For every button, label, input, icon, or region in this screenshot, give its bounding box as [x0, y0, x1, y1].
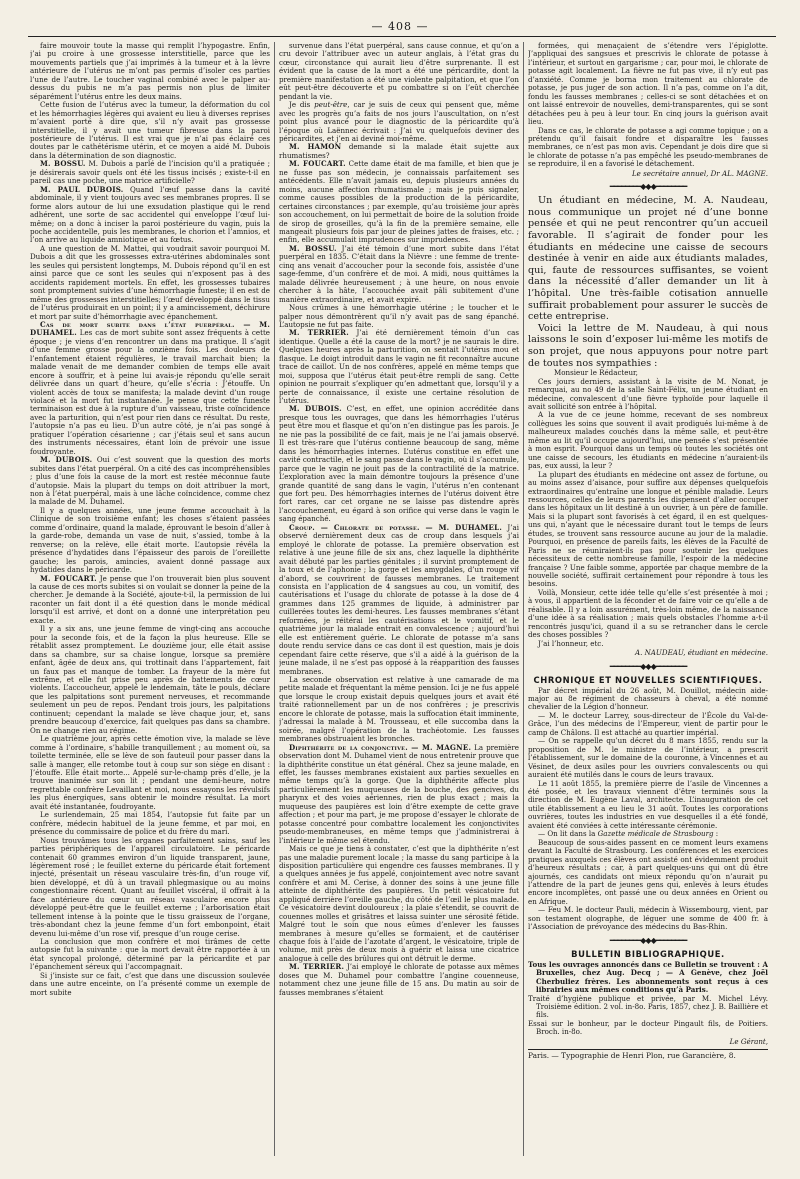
paragraph: Mais ce que je tiens à constater, c’est que la diphthérite n’est pas une maladie purement locale ; la masse du sang participe à la disposition particulière qui engendre ces fausses membranes. Il y a quelques années je fus appelé, conjointement avec notre savant confrère et ami M. Cerise, à donner des soins à une jeune fille atteinte de diphthérite des paupières. Un petit vésicatoire fut appliqué derrière l’oreille gauche, du côté de l’œil le plus malade. Ce vésicatoire devint douloureux ; la plaie s’étendit, se couvrit de couennes molles et grisâtres et laissa suinter une sérosité fétide. Malgré tout le soin que nous eûmes d’enlever les fausses membranes à mesure qu’elles se formaient, et de cautériser chaque fois à l’aide de l’azotate d’argent, le vésicatoire, triple de volume, mit près de deux mois à guérir et laissa une cicatrice analogue à celle des brûlures qui ont détruit le derme.	[279, 844, 519, 963]
ornament-divider: ━━━━━━━━◆◆◆━━━━━━━━	[609, 661, 687, 671]
paragraph: M. HAMON demande si la malade était sujette aux rhumatismes?	[279, 142, 519, 160]
gerant-signature: Le Gérant,	[729, 1036, 768, 1046]
paragraph: A une question de M. Mattei, qui voudrait savoir pourquoi M. Dubois a dit que les grossesses extra-utérines abdominales sont les seules qui persistent longtemps, M. Dubois répond qu’il en est ainsi parce que ce sont les seules qui n’exposent pas à des accidents rapidement mortels. En effet, les grossesses tubaires sont promptement suivies d’une hémorrhagie funeste; il en est de même des grossesses interstitielles; l’œuf développé dans le tissu de l’utérus produirait en un point; il y a amincissement, déchirure et mort par suite d’hémorrhagie avec épanchement.	[30, 243, 270, 321]
letter-salutation: Monsieur le Rédacteur,	[554, 368, 638, 378]
paragraph: Voici la lettre de M. Naudeau, à qui nous laissons le soin d’exposer lui-même les motifs de son projet, que nous appuyons pour notre part de toutes nos sympathies :	[528, 322, 768, 369]
paragraph: Il y a six ans, une jeune femme de vingt-cinq ans accouche pour la seconde fois, et de la façon la plus heureuse. Elle se rétablit assez promptement. Le douzième jour, elle était assise dans sa chambre, sur sa chaise longue, lorsque sa première enfant, âgée de deux ans, qui trottinait dans l’appartement, fait un faux pas et manque de tomber. La frayeur de la mère fut extrême, et elle fut prise peu après de battements de cœur violents. L’accoucheur, appelé le lendemain, tâte le pouls, déclare que les palpitations sont purement nerveuses, et recommande seulement un peu de repos. Pendant trois jours, les palpitations continuent; cependant la malade se lève chaque jour, et, sans prendre beaucoup d’exercice, fait quelques pas dans sa chambre. On ne change rien au régime.	[30, 624, 270, 735]
news-item: — Feu M. le docteur Pauli, médecin à Wissembourg, vient, par son testament olographe, de léguer une somme de 400 fr. à l’Association de prévoyance des médecins du Bas-Rhin.	[528, 905, 768, 932]
speaker-label: M. FOUCART.	[40, 573, 97, 583]
paragraph: Dans ce cas, le chlorate de potasse a agi comme topique ; on a prétendu qu’il faisait fondre et disparaître les fausses membranes, ce n’est pas mon avis. Cependant je dois dire que si le chlorate de potasse n’a pas empêché les pseudo-membranes de se reproduire, il en a favorisé le détachement.	[528, 125, 768, 169]
paragraph: M. FOUCART. Cette dame était de ma famille, et bien que je ne fusse pas son médecin, je connaissais parfaitement ses antécédents. Elle n’avait jamais eu, depuis plusieurs années du moins, aucune affection rhumatismale ; mais je puis signaler, comme causes possibles de la production de la péricardite, certaines circonstances ; par exemple, qu’au troisième jour après son accouchement, on lui permettait de boire de la solution froide de sirop de groseilles, qu’à la fin de la première semaine, elle mangeait plusieurs fois par jour de pleines jattes de fraises, etc. ; enfin, elle accumulait imprudences sur imprudences.	[279, 159, 519, 245]
paragraph: Voilà, Monsieur, cette idée telle qu’elle s’est présentée à moi ; à vous, il appartient de la féconder et de faire voir ce qu’elle a de réalisable. Il y a loin assurément, très-loin même, de la naissance d’une idée à sa réalisation ; mais quels obstacles l’homme a-t-il rencontrés jusqu’ici, quand il a su se retrancher dans le cercle des choses possibles ?	[528, 587, 768, 640]
speaker-label: M. DUBOIS.	[289, 404, 342, 414]
paragraph: M. BOSSU. J’ai été témoin d’une mort subite dans l’état puerpéral en 1835. C’était dans la Nièvre : une femme de trente-cinq ans venait d’accoucher pour la seconde fois, assistée d’une sage-femme, d’un confrère et de moi. A midi, nous quittâmes la malade délivrée heureusement ; à une heure, on nous envoie chercher à la hâte, l’accouchée avait pâli subitement d’une manière extraordinaire, et avait expiré.	[279, 243, 519, 304]
bibliography-entry: Traité d’hygiène publique et privée, par M. Michel Lévy. Troisième édition. 2 vol. in-8o. Paris, 1857, chez J. B. Baillière et fils.	[528, 993, 768, 1020]
bibliography-entry: Essai sur le bonheur, par le docteur Pingault fils, de Poitiers. Broch. in-8o.	[528, 1018, 768, 1037]
speaker-label: M. DUBOIS.	[40, 455, 93, 465]
paragraph: Un étudiant en médecine, M. A. Naudeau, nous communique un projet né d’une bonne pensée et qui ne peut rencontrer qu’un accueil favorable. Il s’agirait de fonder pour les étudiants en médecine une caisse de secours destinée à venir en aide aux étudiants malades, qui, faute de ressources suffisantes, se voient dans la nécessité d’aller demander un lit à l’hôpital. Une très-faible cotisation annuelle suffirait probablement pour assurer le succès de cette entreprise.	[528, 195, 768, 323]
section-label: Diphthérite de la conjonctive. — M. MAGNE.	[289, 742, 472, 752]
paragraph: La seconde observation est relative à une camarade de ma petite malade et fréquentant la même pension. Ici je ne fus appelé que lorsque le croup existait depuis quelques jours et avait été traité rationnellement par un de nos confrères ; je prescrivis encore le chlorate de potasse, mais la suffocation était imminente, j’adressai la malade à M. Trousseau, et elle succomba dans la soirée, malgré l’opération de la trachéotomie. Les fausses membranes obstruaient les bronches.	[279, 674, 519, 744]
speaker-label: M. FOUCART.	[289, 159, 346, 169]
paragraph: Cette fusion de l’utérus avec la tumeur, la déformation du col et les hémorrhagies légères qui avaient eu lieu à diverses reprises m’avaient porté à dire que, s’il n’y avait pas grossesse interstitielle, il y avait une tumeur fibreuse dans la paroi postérieure de l’utérus. Il est vrai que je n’ai pas éclairé ces doutes par le cathétérisme utérin, et ce moyen a aidé M. Dubois dans la détermination de son diagnostic.	[30, 100, 270, 160]
speaker-label: M. PAUL DUBOIS.	[40, 184, 124, 194]
bibliography-heading: BULLETIN BIBLIOGRAPHIQUE.	[571, 948, 725, 959]
letter-signature: A. NAUDEAU, étudiant en médecine.	[634, 648, 768, 658]
bibliography-intro: Tous les ouvrages annoncés dans ce Bulletin se trouvent : A Bruxelles, chez Aug. Decq ; — A Genève, chez Joël Cherbuliez frères. Les abonnements sont reçus à ces librairies aux mêmes conditions qu’à Paris.	[528, 959, 768, 995]
paragraph: La conclusion que mon confrère et moi tirâmes de cette autopsie fut la suivante : que la mort devait être rapportée à un état syncopal prolongé, déterminé par la péricardite et par l’épanchement séreux qui l’accompagnait.	[30, 937, 270, 972]
news-item: — M. le docteur Larrey, sous-directeur de l’École du Val-de-Grâce, l’un des médecins de l’Empereur, vient de partir pour le camp de Châlons. Il est attaché au quartier impérial.	[528, 710, 768, 737]
chronicle-heading: CHRONIQUE ET NOUVELLES SCIENTIFIQUES.	[533, 674, 763, 685]
paragraph: M. DUBOIS. C’est, en effet, une opinion accréditée dans presque tous les ouvrages, que dans les hémorrhagies l’utérus peut être mou et flasque et qu’on n’en distingue pas les parois. Je ne nie pas la possibilité de ce fait, mais je ne l’ai jamais observé. Il est très-rare que l’utérus contienne beaucoup de sang, même dans les hémorrhagies internes. L’utérus constitue en effet une cavité contractile, et le sang passe dans le vagin, où il s’accumule, parce que le vagin ne jouit pas de la contractilité de la matrice. L’exploration avec la main démontre toujours la présence d’une grande quantité de sang dans le vagin, l’utérus n’en contenant que fort peu. Des hémorrhagies internes de l’utérus doivent être fort rares, car cet organe ne se laisse pas distendre après l’accouchement, eu égard à son orifice qui verse dans le vagin le sang épanché.	[279, 404, 519, 524]
printer-footer: Paris. — Typographie de Henri Plon, rue Garancière, 8.	[528, 1051, 736, 1061]
paragraph: faire mouvoir toute la masse qui remplit l’hypogastre. Enfin, j’ai pu croire à une grossesse interstitielle, parce que les mouvements partiels que j’ai imprimés à la tumeur et à la lèvre antérieure de l’utérus ne m’ont pas permis d’isoler ces parties l’une de l’autre. Le toucher vaginal combiné avec le palper au-dessus du pubis ne m’a pas permis non plus de limiter séparément l’utérus entre les deux mains.	[30, 42, 270, 101]
paragraph: survenue dans l’état puerpéral, sans cause connue, et qu’on a cru devoir l’attribuer avec un auteur anglais, à l’état gras du cœur, circonstance qui aurait lieu d’être surprenante. Il est évident que la cause de la mort a été une péricardite, dont la première manifestation a été une violente palpitation, et que l’on eût peut-être découverte et pu combattre si on l’eût cherchée pendant la vie.	[279, 42, 519, 101]
speaker-label: M. TERRIER.	[289, 962, 345, 972]
page-number: — 408 —	[371, 20, 429, 33]
paragraph: Il y a quelques années, une jeune femme accouchait à la Clinique de son troisième enfant; les choses s’étaient passées comme d’ordinaire, quand la malade, éprouvant le besoin d’aller à la garde-robe, demanda un vase de nuit, s’assied, tombe à la renverse; on la relève, elle était morte. L’autopsie révéla la présence d’hydatides dans l’épaisseur des parois de l’oreillette gauche; les parois, amincies, avaient donné passage aux hydatides dans le péricarde.	[30, 505, 270, 575]
news-item: — On lit dans la Gazette médicale de Strasbourg :	[538, 829, 719, 839]
column-right	[528, 42, 768, 1158]
paragraph: Le surlendemain, 25 mai 1854, l’autopsie fut faite par un confrère, médecin habituel de la jeune femme, et par moi, en présence du commissaire de police et du frère du mari.	[30, 810, 270, 837]
ornament-divider: ━━━━━━━━◆◆◆━━━━━━━━	[609, 935, 687, 945]
paragraph: M. BOSSU. M. Dubois a parlé de l’incision qu’il a pratiquée ; je désirerais savoir quels ont été les tissus incisés ; existe-t-il en pareil cas une poche, une matrice artificielle?	[30, 159, 270, 186]
paragraph: Cas de mort subite dans l’état puerpéral. — M. DUHAMEL. Les cas de mort subite sont assez fréquents à cette époque ; je viens d’en rencontrer un dans ma pratique. Il s’agit d’une femme grosse pour la onzième fois. Les douleurs de l’enfantement étaient régulières, le travail marchait bien; la malade venait de me demander combien de temps elle avait encore à souffrir, et à peine lui avais-je répondu qu’elle serait délivrée dans un quart d’heure, qu’elle s’écria : J’étouffe. Un violent accès de toux se manifesta; la malade devint d’un rouge violacé et la mort fut instantanée. Je pense que cette funeste terminaison est due à la rupture d’un vaisseau, triste coïncidence avec la parturition, qui n’est pour rien dans ce résultat. Du reste, l’autopsie n’a pas eu lieu. D’un autre côté, je n’ai pas songé à pratiquer l’opération césarienne ; car j’étais seul et sans aucun des instruments nécessaires, étant loin de prévoir une issue foudroyante.	[30, 319, 270, 456]
speaker-label: M. BOSSU.	[289, 243, 337, 253]
bibliography-list	[528, 961, 768, 1037]
paragraph: M. PAUL DUBOIS. Quand l’œuf passe dans la cavité abdominale, il y vient toujours avec ses membranes propres. Il se forme alors autour de lui une exsudation plastique qui le rend adhérent, une sorte de sac accidentel qui enveloppe l’œuf lui-même; on a donc à inciser la paroi postérieure du vagin, puis la poche accidentelle, puis les membranes, le chorion et l’amnios, et l’on arrive au liquide amniotique et au fœtus.	[30, 184, 270, 245]
paragraph: M. DUBOIS. Oui c’est souvent que la question des morts subites dans l’état puerpéral. On a cité des cas incompréhensibles ; plus d’une fois la cause de la mort est restée méconnue faute d’autopsie. Mais la plupart du temps on doit attribuer la mort, non à l’état puerpéral, mais à une lâche coïncidence, comme chez la malade de M. Duhamel.	[30, 455, 270, 507]
paragraph: M. TERRIER. J’ai employé le chlorate de potasse aux mêmes doses que M. Duhamel pour combattre l’angine couenneuse, notamment chez une jeune fille de 15 ans. Du matin au soir de fausses membranes s’étaient	[279, 962, 519, 997]
paragraph: formées, qui menaçaient de s’étendre vers l’épiglotte. J’appliquai des sangsues et prescrivis le chlorate de potasse à l’intérieur, et surtout en gargarisme ; car, pour moi, le chlorate de potasse agit localement. La fièvre ne fut pas vive, il n’y eut pas d’anxiété. Comme je borna mon traitement au chlorate de potasse, je pus juger de son action. Il n’a pas, comme on l’a dit, fondu les fausses membranes ; celles-ci se sont détachées et on ont laissé entrevoir de nouvelles, demi-transparentes, qui se sont détachées peu à peu à leur tour. En cinq jours la guérison avait lieu.	[528, 42, 768, 127]
footer-rule	[528, 1049, 768, 1050]
column-divider	[523, 42, 524, 1156]
section-label: Croup. — Chlorate de potasse. — M. DUHAMEL.	[289, 522, 502, 532]
ornament-divider: ━━━━━━━━◆◆◆━━━━━━━━	[609, 182, 687, 192]
secretary-signature: Le secrétaire annuel, Dr AL. MAGNE.	[631, 168, 768, 178]
column-middle	[279, 42, 519, 1158]
column-left	[30, 42, 270, 1158]
paragraph: Nous trouvâmes tous les organes parfaitement sains, sauf les parties périphériques de l’appareil circulatoire. Le péricarde contenait 60 grammes environ d’un liquide transparent, jaune, légèrement rosé ; le feuillet externe du péricarde était fortement injecté, présentait un réseau vasculaire très-fin, d’un rouge vif, bien développé, et dû à un travail phlegmasique ou au moins congestionnaire récent. Quant au feuillet viscéral, il offrait à la face antérieure du cœur un réseau vasculaire encore plus développé peut-être que le feuillet externe ; l’arborisation était tellement intense à la pointe que le tissu graisseux de l’organe, très-abondant chez la jeune femme d’un fort embonpoint, était devenu lui-même d’un rose vif, presque d’un rouge cerise.	[30, 835, 270, 938]
paragraph: Je dis peut-être, car je suis de ceux qui pensent que, même avec les progrès qu’a faits de nos jours l’auscultation, on n’est point plus avancé pour le diagnostic de la péricardite qu’à l’époque où Laënnec écrivait : J’ai vu quelquefois deviner des péricardites, et j’en ai deviné moi-même.	[279, 100, 519, 143]
paragraph: Si j’insiste sur ce fait, c’est que dans une discussion soulevée dans une autre enceinte, on l’a présenté comme un exemple de mort subite	[30, 970, 270, 997]
speaker-label: M. BOSSU.	[40, 159, 86, 169]
news-item: Le 11 août 1855, la première pierre de l’asile de Vincennes a été posée, et les travaux viennent d’être terminés sous la direction de M. Eugène Laval, architecte. L’inauguration de cet utile établissement a eu lieu le 31 août. Toutes les corporations ouvrières, toutes les industries en vue desquelles il a été fondé, avaient été conviées à cette intéressante cérémonie.	[528, 778, 768, 830]
column-divider	[274, 42, 275, 1156]
paragraph: Croup. — Chlorate de potasse. — M. DUHAMEL. J’ai observé dernièrement deux cas de croup dans lesquels j’ai employé le chlorate de potasse. La première observation est relative à une jeune fille de six ans, chez laquelle la diphthérite avait débuté par les parties génitales ; il survint promptement de la toux et de l’aphonie ; la gorge et les amygdales, d’un rouge vif d’abord, se couvrirent de fausses membranes. Le traitement consista en l’application de 4 sangsues au cou, un vomitif, des cautérisations et l’usage du chlorate de potasse à la dose de 4 grammes dans 125 grammes de liquide, à administrer par cuillerées toutes les demi-heures. Les fausses membranes s’étant reformées, je réitérai les cautérisations et le vomitif, et le quatrième jour la malade entrait en convalescence ; aujourd’hui elle est entièrement guérie. Le chlorate de potasse m’a sans doute rendu service dans ce cas dont il est question, mais je dois cependant faire cette réserve, que s’il a aidé à la guérison de la jeune malade, il ne s’est pas opposé à la réapparition des fausses membranes.	[279, 522, 519, 676]
speaker-label: M. HAMON	[289, 142, 342, 152]
paragraph: Diphthérite de la conjonctive. — M. MAGNE. La première observation dont M. Duhamel vient de nous entretenir prouve que la diphthérite constitue un état général. Chez sa jeune malade, en effet, les fausses membranes existaient aux parties sexuelles en même temps qu’à la gorge. Que la diphthérite affecte plus particulièrement les muqueuses de la bouche, des gencives, du pharynx et des voies aériennes, rien de plus exact ; mais la muqueuse des paupières est loin d’être exempte de cette grave affection ; et pour ma part, je me propose d’essayer le chlorate de potasse concentré pour combattre localement les conjonctivites pseudo-membraneuses, en même temps que j’administrerai à l’intérieur le même sel étendu.	[279, 742, 519, 845]
news-item: — On se rappelle qu’un décret du 8 mars 1855, rendu sur la proposition de M. le ministre de l’intérieur, a prescrit l’établissement, sur le domaine de la couronne, à Vincennes et au Vésinet, de deux asiles pour les ouvriers convalescents ou qui auraient été mutilés dans le cours de leurs travaux.	[528, 736, 768, 780]
paragraph: Le quatrième jour, après cette émotion vive, la malade se lève comme à l’ordinaire, s’habille tranquillement ; au moment où, sa toilette terminée, elle se lève de son fauteuil pour passer dans la salle à manger, elle retombe tout à coup sur son siège en disant : J’étouffe. Elle était morte... Appelé sur-le-champ près d’elle, je la trouve inanimée sur son lit ; pendant une demi-heure, notre regrettable confrère Levaillant et moi, nous essayons les révulsifs les plus énergiques, sans obtenir le moindre résultat. La mort avait été instantanée, foudroyante.	[30, 734, 270, 811]
paragraph: La plupart des étudiants en médecine ont assez de fortune, ou au moins assez d’aisance, pour suffire aux dépenses quelquefois extraordinaires qu’entraîne une longue et pénible maladie. Leurs ressources, celles de leurs parents les dispensent d’aller occuper dans les hôpitaux un lit destiné à un ouvrier, à un père de famille. Mais si la plupart sont favorisés à cet égard, il en est quelques-uns qui, n’ayant que le nécessaire durant tout le temps de leurs études, se trouvent sans ressource aucune au jour de la maladie. Pourquoi, en présence de pareils faits, les élèves de la Faculté de Paris ne se réuniraient-ils pas pour soutenir les quelques nécessiteux de cette nombreuse famille, l’espoir de la médecine française ? Une faible somme, apportée par chaque membre de la nouvelle société, suffirait certainement pour répondre à tous les besoins.	[528, 469, 768, 589]
paragraph: M. FOUCART. Je pense que l’on trouverait bien plus souvent la cause de ces morts subites si on voulait se donner la peine de la chercher. Je demande à la Société, ajoute-t-il, la permission de lui raconter un fait dont il a été question dans le monde médical lorsqu’il est arrivé, et dont on a donné une interprétation peu exacte.	[30, 573, 270, 625]
paragraph: Nous crûmes à une hémorrhagie utérine ; le toucher et le palper nous démontrèrent qu’il n’y avait pas de sang épanché. L’autopsie ne fut pas faite.	[279, 303, 519, 329]
paragraph: Ces jours derniers, assistant à la visite de M. Nonat, je remarquai, au no 49 de la salle Saint-Félix, un jeune étudiant en médecine, convalescent d’une fièvre typhoïde pour laquelle il avait sollicité son entrée à l’hôpital.	[528, 376, 768, 411]
section-label: Cas de mort subite dans l’état puerpéral. — M. DUHAMEL.	[30, 319, 270, 338]
news-item: Par décret impérial du 26 août, M. Douillot, médecin aide-major au 8e régiment de chasseurs à cheval, a été nommé chevalier de la Légion d’honneur.	[528, 685, 768, 712]
paragraph: J’ai l’honneur, etc.	[538, 638, 604, 648]
student-letter-section	[528, 195, 768, 369]
news-item: Beaucoup de sous-aides passent en ce moment leurs examens devant la Faculté de Strasbourg. Les conférences et les exercices pratiques auxquels ces élèves ont assisté ont évidemment produit d’heureux résultats ; car, à part quelques-uns qui ont dû être ajournés, ces candidats ont mieux répondu qu’on n’aurait pu l’attendre de la part de jeunes gens qui, enlevés à leurs études encore incomplètes, ont passé une ou deux années en Orient ou en Afrique.	[528, 837, 768, 906]
paragraph: A la vue de ce jeune homme, recevant de ses nombreux collègues les soins que souvent il avait prodigués lui-même à de malheureux malades couchés dans la même salle, et peut-être même au lit qu’il occupe aujourd’hui, une pensée s’est présentée à mon esprit. Pourquoi dans un temps où toutes les sociétés ont une caisse de secours, les étudiants en médecine n’auraient-ils pas, eux aussi, la leur ?	[528, 410, 768, 471]
paragraph: M. TERRIER. J’ai été dernièrement témoin d’un cas identique. Quelle a été la cause de la mort? je ne saurais le dire. Quelques heures après la parturition, on sentait l’utérus mou et flasque. Le doigt introduit dans le vagin ne fit reconnaître aucune trace de caillot. Un de nos confrères, appelé en même temps que moi, supposa que l’utérus était peut-être rempli de sang. Cette opinion ne pourrait s’expliquer qu’en admettant que, lorsqu’il y a perte de connaissance, il existe une certaine résolution de l’utérus.	[279, 328, 519, 406]
header-rule	[28, 36, 776, 37]
speaker-label: M. TERRIER.	[289, 328, 349, 338]
